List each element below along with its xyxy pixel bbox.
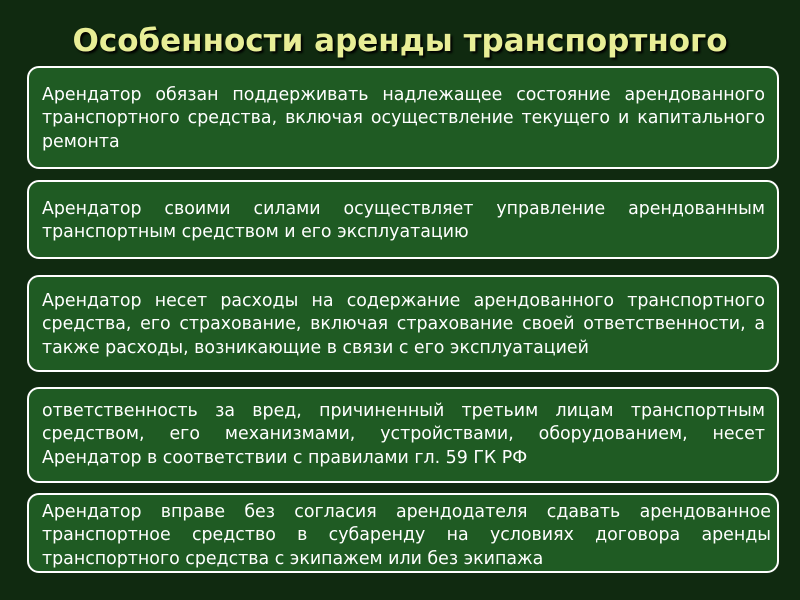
liability-text: ответственность за вред, причиненный третьим лицам транспортным средством, его механизмами, устройствами, оборудованием, несет Арендатор в соответствии с правилами гл. 59 ГК РФ: [42, 401, 765, 468]
sublease-box: [27, 493, 779, 573]
lessee-expenses-text: Арендатор несет расходы на содержание арендованного транспортного средства, его страхование, включая страхование своей ответственности, а также расходы, возникающие в связи с его эксплуатацией: [42, 291, 765, 358]
lessee-duty-maintenance-text: Арендатор обязан поддерживать надлежащее состояние арендованного транспортного средства, включая осуществление текущего и капитального ремонта: [42, 85, 765, 152]
liability-box: [27, 387, 779, 483]
slide-title: Особенности аренды транспортного: [72, 23, 728, 59]
lessee-expenses-box: [27, 275, 779, 372]
lessee-operation-box: [27, 180, 779, 259]
lessee-operation-text: Арендатор своими силами осуществляет управление арендованным транспортным средством и его эксплуатацию: [42, 199, 765, 243]
lessee-duty-maintenance-box: [27, 66, 779, 169]
sublease-text: Арендатор вправе без согласия арендодателя сдавать арендованное транспортное средство в субаренду на условиях договора аренды транспортного средства с экипажем или без экипажа: [42, 502, 771, 569]
